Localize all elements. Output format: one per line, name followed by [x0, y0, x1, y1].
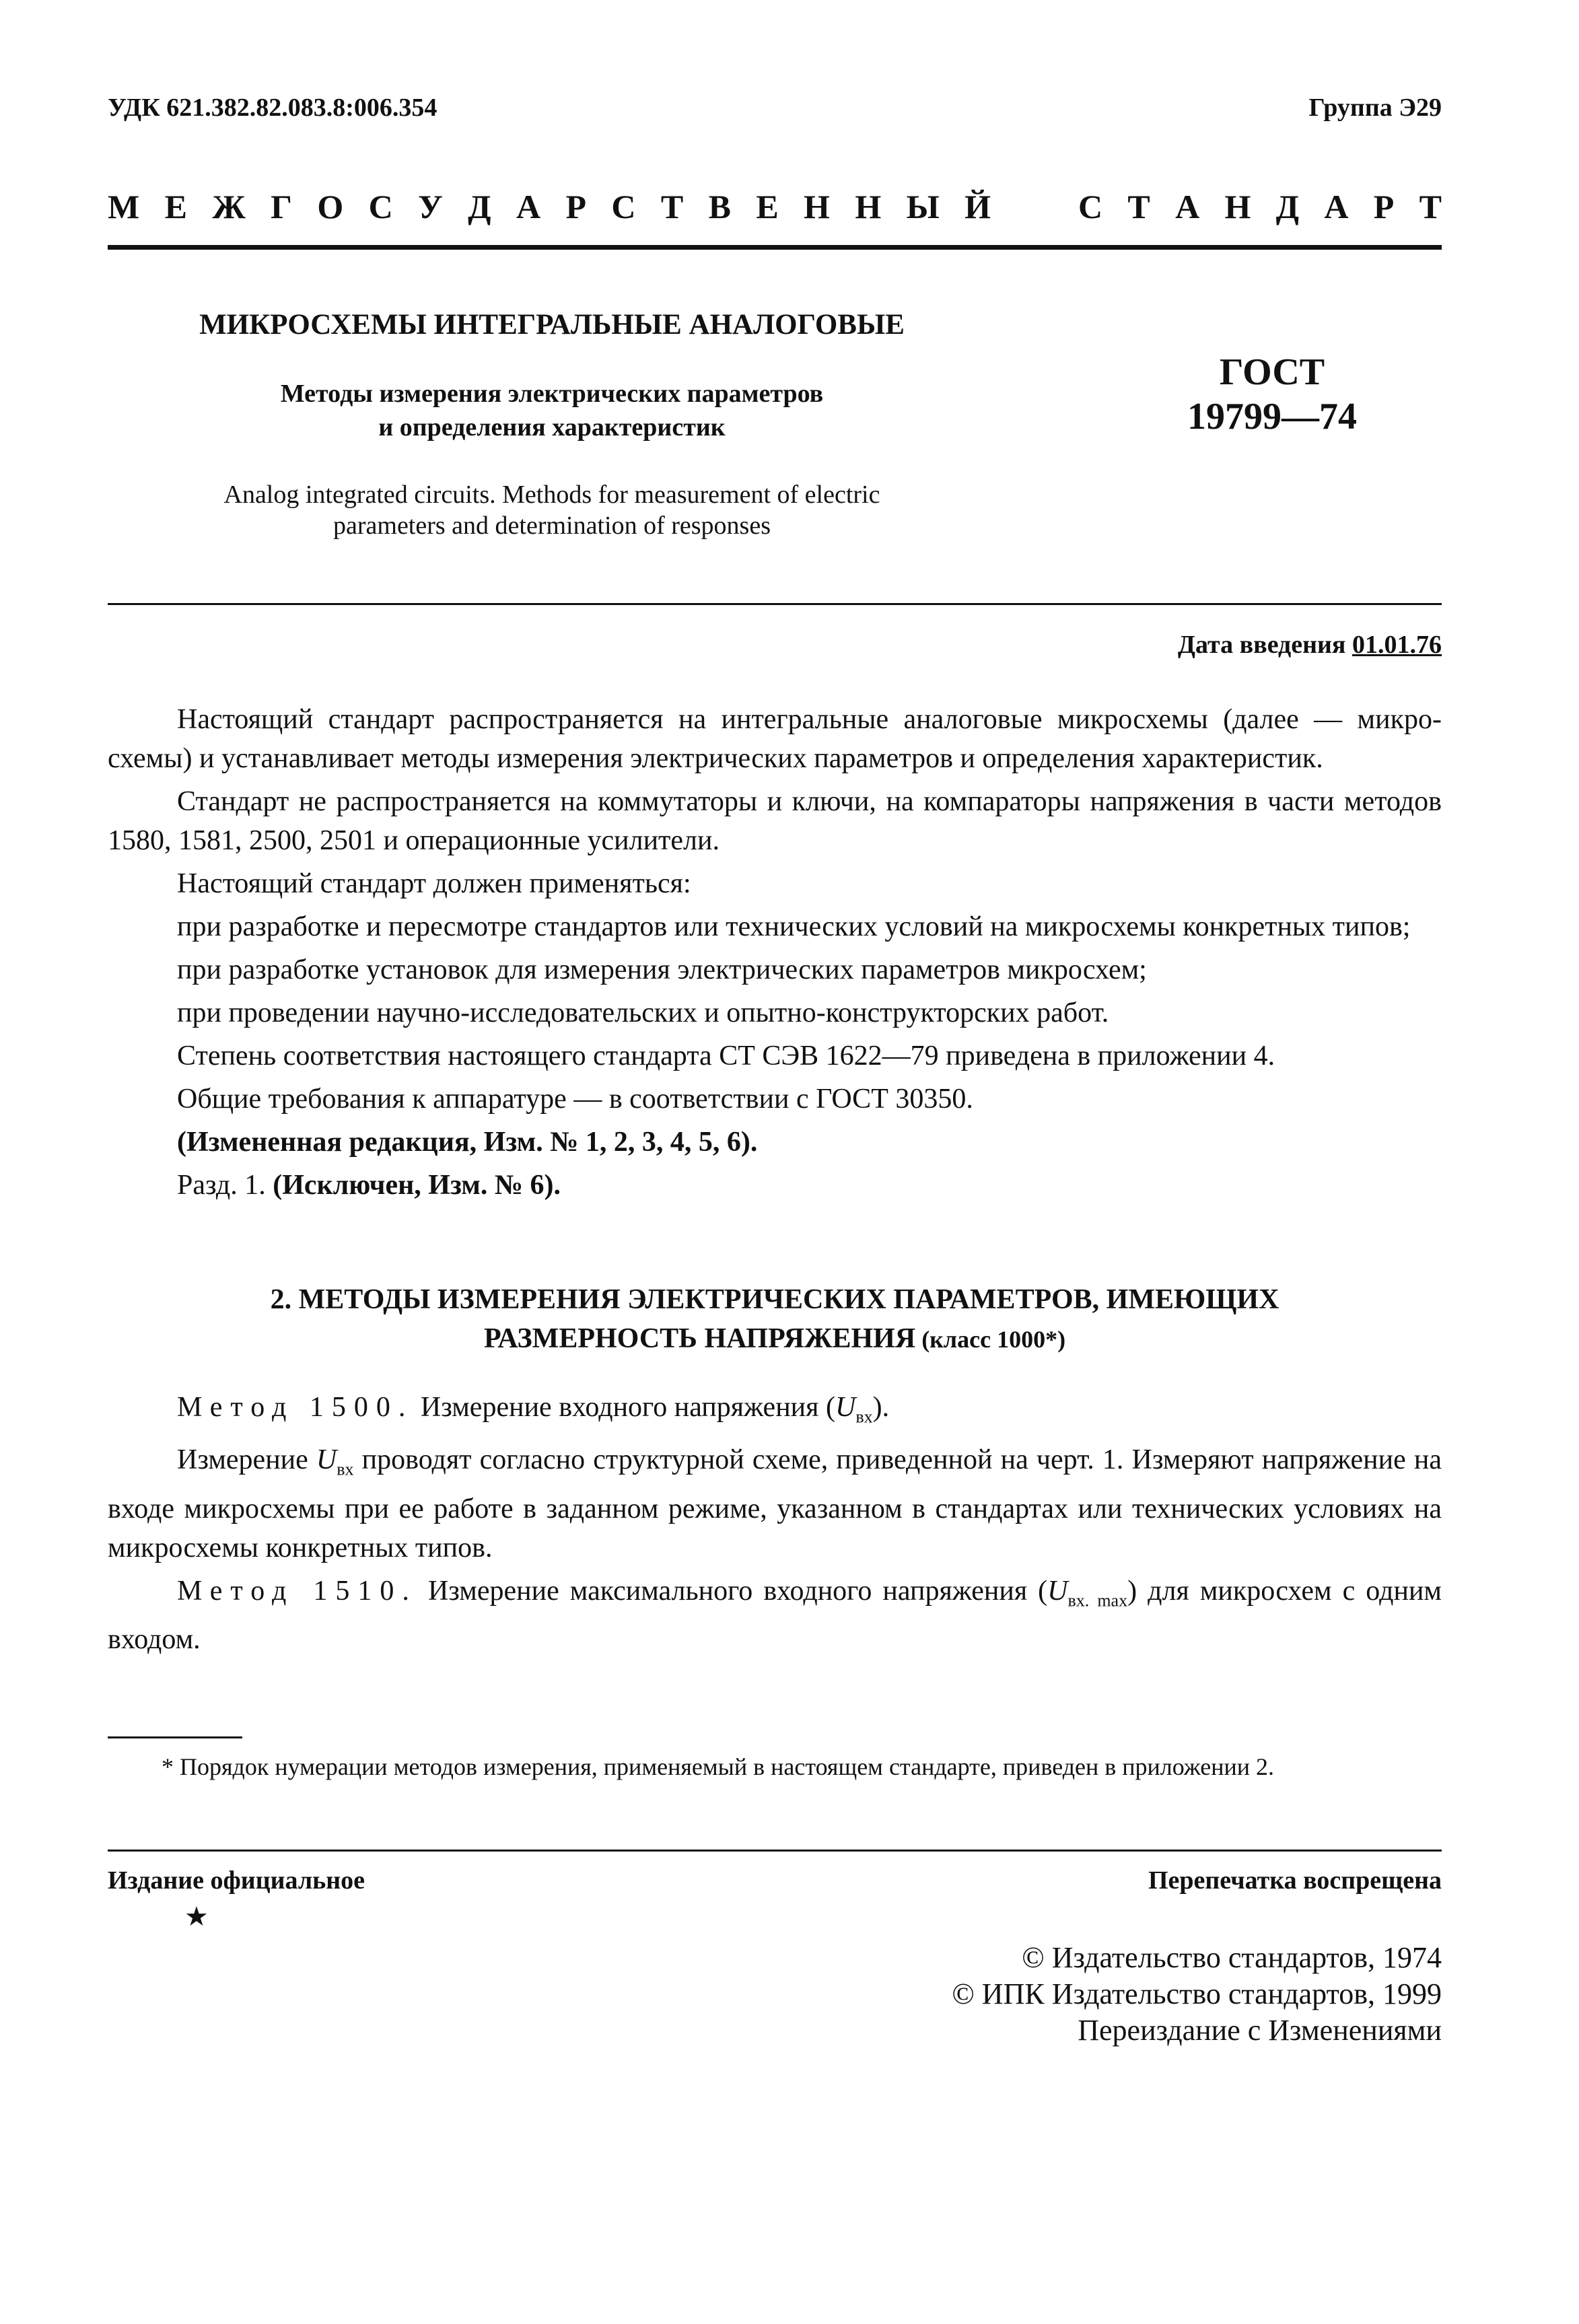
- footnote-rule: [108, 1736, 242, 1738]
- copyright-block: [952, 1940, 1442, 2049]
- banner-letter: Н: [1224, 188, 1251, 225]
- banner-letter: С: [611, 188, 636, 225]
- method-1500-title: [108, 1388, 1442, 1436]
- english-title-line: Analog integrated circuits. Methods for measurement of electric: [223, 481, 880, 509]
- english-title-line: parameters and determination of responses: [333, 512, 771, 540]
- banner-letter: Ж: [212, 188, 246, 225]
- banner-letter: Т: [1127, 188, 1150, 225]
- subtitle-line: и определения характеристик: [378, 413, 726, 442]
- voltage-subscript: вх: [855, 1407, 873, 1427]
- section-heading-line: [108, 1319, 1442, 1359]
- paragraph: при разработке установок для измерения электрических параметров микросхем;: [177, 954, 1147, 985]
- banner-letter: В: [708, 188, 731, 225]
- paragraph: Общие требования к аппаратуре — в соответствии с ГОСТ 30350.: [177, 1084, 973, 1115]
- method-label: Метод 1510.: [177, 1575, 417, 1607]
- footer-rule: [108, 1850, 1442, 1852]
- section-class: (класс 1000*): [915, 1326, 1066, 1353]
- amendment-note: (Измененная редакция, Изм. № 1, 2, 3, 4, 5, 6).: [177, 1127, 758, 1158]
- footnote: * Порядок нумерации методов измерения, применяемый в настоящем стандарте, приведен в приложении 2.: [162, 1753, 1275, 1780]
- banner-letter: А: [516, 188, 541, 225]
- reissue-note: Переиздание с Изменениями: [1078, 2014, 1442, 2047]
- copyright-line: © Издательство стандартов, 1974: [1022, 1941, 1442, 1974]
- method-label: Метод 1500.: [177, 1392, 414, 1423]
- header-rule: [108, 245, 1442, 250]
- star-icon: ★: [184, 1901, 209, 1932]
- intro-text: [108, 700, 1442, 1209]
- banner-letter: С: [368, 188, 393, 225]
- banner-letter: Р: [565, 188, 586, 225]
- section-2-heading: [108, 1280, 1442, 1359]
- section-heading-text: РАЗМЕРНОСТЬ НАПРЯЖЕНИЯ: [483, 1323, 916, 1354]
- intro-date-value: 01.01.76: [1352, 631, 1442, 659]
- banner-word-standard: [1078, 187, 1442, 226]
- title-rule: [108, 603, 1442, 605]
- banner-letter: Е: [756, 188, 779, 225]
- standard-banner: [108, 187, 1442, 227]
- gost-designation: [1104, 350, 1440, 439]
- banner-letter: М: [108, 188, 140, 225]
- gost-label: ГОСТ: [1219, 351, 1325, 393]
- method-1500-body: [108, 1440, 1442, 1567]
- voltage-subscript: вх: [337, 1459, 354, 1479]
- method-text: проводят согласно структурной схеме, приведенной на черт. 1. Измеряют напряжение на входе микросхемы при ее работе в заданном режиме, указанном в стандартах или технических условиях на микросхемы конкретных типов.: [108, 1444, 1442, 1563]
- voltage-symbol: U: [1047, 1575, 1068, 1607]
- banner-letter: А: [1324, 188, 1349, 225]
- udk-code: УДК 621.382.82.083.8:006.354: [108, 94, 437, 122]
- banner-letter: С: [1078, 188, 1103, 225]
- voltage-symbol: U: [316, 1444, 337, 1476]
- banner-letter: Н: [804, 188, 830, 225]
- subtitle-line: Методы измерения электрических параметров: [280, 380, 824, 408]
- method-text-end: ).: [872, 1392, 890, 1423]
- document-title: МИКРОСХЕМЫ ИНТЕГРАЛЬНЫЕ АНАЛОГОВЫЕ: [199, 309, 905, 341]
- group-code: Группа Э29: [1308, 94, 1442, 122]
- section-heading-line: 2. МЕТОДЫ ИЗМЕРЕНИЯ ЭЛЕКТРИЧЕСКИХ ПАРАМЕТРОВ, ИМЕЮЩИХ: [270, 1284, 1279, 1315]
- paragraph: Стандарт не распространяется на коммутаторы и ключи, на компараторы напряжения в части методов 1580, 1581, 2500, 2501 и операционные усилители.: [108, 786, 1442, 856]
- voltage-symbol: U: [835, 1392, 856, 1423]
- copyright-line: © ИПК Издательство стандартов, 1999: [952, 1977, 1442, 2010]
- banner-letter: Н: [855, 188, 882, 225]
- paragraph: Степень соответствия настоящего стандарта СТ СЭВ 1622—79 приведена в приложении 4.: [177, 1041, 1275, 1071]
- paragraph: при проведении научно-исследовательских и опытно-конструкторских работ.: [177, 997, 1109, 1028]
- official-edition: Издание официальное: [108, 1866, 365, 1895]
- banner-letter: О: [317, 188, 344, 225]
- method-text: Измерение максимального входного напряжения (: [417, 1575, 1048, 1607]
- method-text: Измерение: [177, 1444, 316, 1476]
- banner-letter: Т: [660, 188, 684, 225]
- banner-letter: Р: [1373, 188, 1395, 225]
- banner-letter: Й: [964, 188, 991, 225]
- banner-letter: Г: [271, 188, 292, 225]
- voltage-subscript: вх. max: [1067, 1590, 1128, 1611]
- introduction-date: [1178, 630, 1442, 660]
- intro-date-label: Дата введения: [1177, 631, 1346, 659]
- methods-text: [108, 1388, 1442, 1663]
- document-subtitle: [108, 377, 996, 444]
- method-1510-title: [108, 1572, 1442, 1659]
- section-1-prefix: Разд. 1.: [177, 1170, 273, 1201]
- banner-letter: Д: [1275, 188, 1300, 225]
- method-text-end: ) для микросхем с одним входом.: [108, 1575, 1442, 1656]
- english-title: [108, 479, 996, 541]
- banner-letter: Ы: [906, 188, 940, 225]
- banner-letter: Д: [468, 188, 491, 225]
- banner-letter: А: [1175, 188, 1200, 225]
- method-text: Измерение входного напряжения (: [413, 1392, 835, 1423]
- section-1-note: [108, 1166, 1442, 1205]
- banner-letter: Т: [1419, 188, 1442, 225]
- gost-number: 19799—74: [1187, 396, 1357, 437]
- reprint-prohibited: Перепечатка воспрещена: [1148, 1866, 1442, 1895]
- banner-word-interstate: [108, 187, 991, 226]
- paragraph: Настоящий стандарт распространяется на интегральные аналоговые микросхемы (далее — микросхемы) и устанавливает методы измерения электрических параметров и определения характеристик.: [108, 704, 1442, 774]
- section-1-excluded: (Исключен, Изм. № 6).: [273, 1170, 561, 1201]
- banner-letter: Е: [164, 188, 187, 225]
- paragraph: при разработке и пересмотре стандартов или технических условий на микросхемы конкретных типов;: [177, 911, 1411, 942]
- paragraph: Настоящий стандарт должен применяться:: [177, 868, 691, 899]
- banner-letter: У: [418, 188, 443, 225]
